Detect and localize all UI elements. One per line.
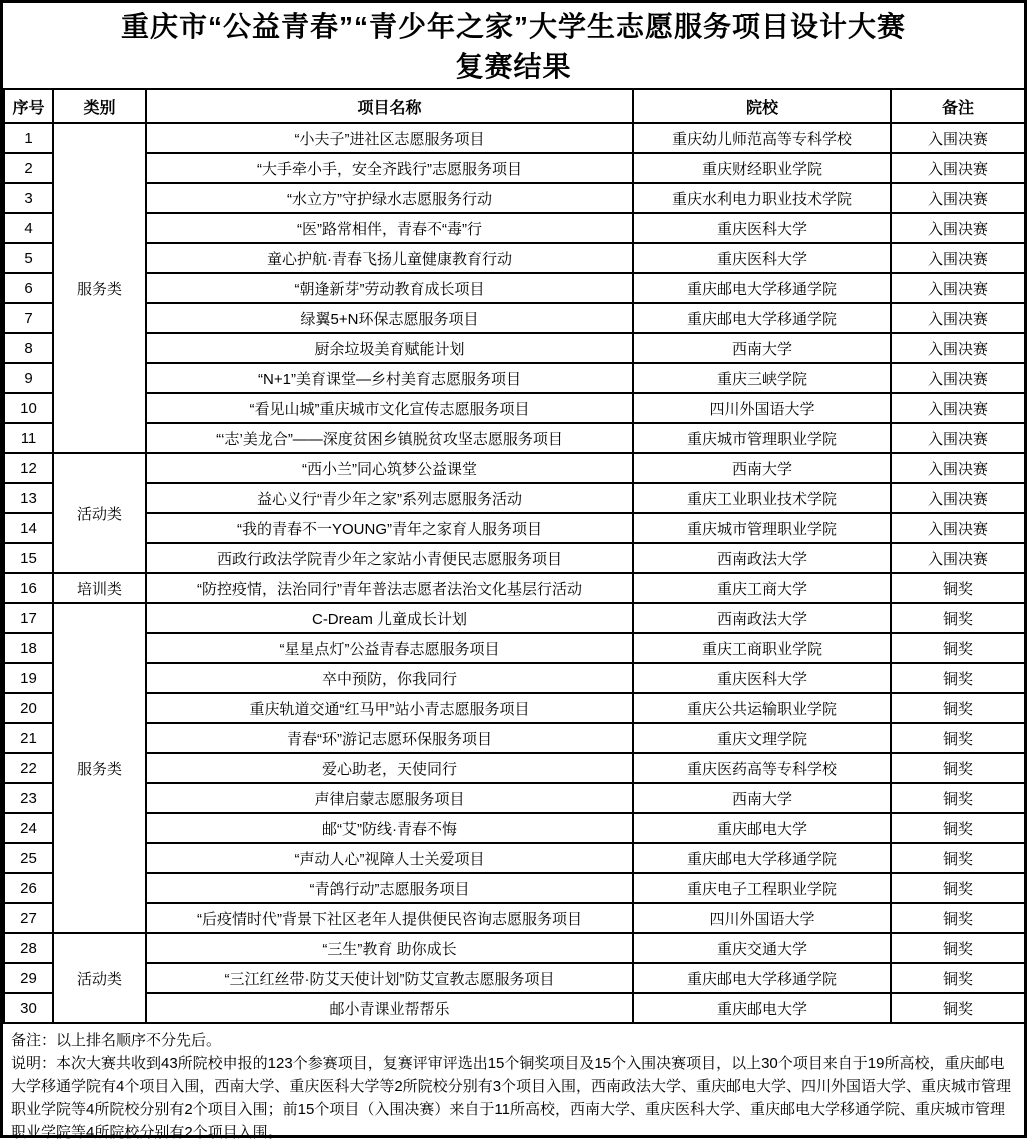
- remark-cell: 铜奖: [891, 933, 1025, 963]
- project-name-cell: “青鸽行动”志愿服务项目: [146, 873, 633, 903]
- school-cell: 重庆邮电大学: [633, 993, 891, 1023]
- school-cell: 重庆工业职业技术学院: [633, 483, 891, 513]
- table-row: [4, 993, 1025, 1023]
- table-row: [4, 723, 1025, 753]
- remark-cell: 铜奖: [891, 843, 1025, 873]
- table-row: [4, 243, 1025, 273]
- table-row: [4, 783, 1025, 813]
- table-row: [4, 603, 1025, 633]
- table-row: [4, 423, 1025, 453]
- row-no-cell: 10: [4, 393, 53, 423]
- project-name-cell: 卒中预防，你我同行: [146, 663, 633, 693]
- school-cell: 重庆邮电大学: [633, 813, 891, 843]
- school-cell: 四川外国语大学: [633, 393, 891, 423]
- remark-cell: 入围决赛: [891, 543, 1025, 573]
- row-no-cell: 23: [4, 783, 53, 813]
- school-cell: 重庆幼儿师范高等专科学校: [633, 123, 891, 153]
- row-no-cell: 18: [4, 633, 53, 663]
- table-row: [4, 363, 1025, 393]
- table-row: [4, 633, 1025, 663]
- header-remark: 备注: [891, 89, 1025, 123]
- remark-cell: 铜奖: [891, 873, 1025, 903]
- table-row: [4, 843, 1025, 873]
- remark-cell: 铜奖: [891, 573, 1025, 603]
- remark-cell: 铜奖: [891, 693, 1025, 723]
- header-category: 类别: [53, 89, 146, 123]
- remark-cell: 铜奖: [891, 963, 1025, 993]
- remark-cell: 铜奖: [891, 753, 1025, 783]
- remark-cell: 入围决赛: [891, 153, 1025, 183]
- school-cell: 西南政法大学: [633, 603, 891, 633]
- project-name-cell: 绿翼5+N环保志愿服务项目: [146, 303, 633, 333]
- row-no-cell: 22: [4, 753, 53, 783]
- remark-cell: 铜奖: [891, 783, 1025, 813]
- project-name-cell: “三江红丝带·防艾天使计划”防艾宣教志愿服务项目: [146, 963, 633, 993]
- table-row: [4, 513, 1025, 543]
- table-row: [4, 813, 1025, 843]
- school-cell: 重庆医科大学: [633, 213, 891, 243]
- row-no-cell: 28: [4, 933, 53, 963]
- remark-cell: 铜奖: [891, 603, 1025, 633]
- project-name-cell: “声动人心”视障人士关爱项目: [146, 843, 633, 873]
- category-cell: 培训类: [53, 573, 146, 603]
- remark-cell: 入围决赛: [891, 303, 1025, 333]
- remark-cell: 入围决赛: [891, 423, 1025, 453]
- school-cell: 重庆邮电大学移通学院: [633, 303, 891, 333]
- project-name-cell: “后疫情时代”背景下社区老年人提供便民咨询志愿服务项目: [146, 903, 633, 933]
- project-name-cell: 爱心助老，天使同行: [146, 753, 633, 783]
- remark-cell: 入围决赛: [891, 123, 1025, 153]
- project-name-cell: “大手牵小手，安全齐践行”志愿服务项目: [146, 153, 633, 183]
- table-row: [4, 663, 1025, 693]
- remark-cell: 铜奖: [891, 723, 1025, 753]
- school-cell: 重庆工商大学: [633, 573, 891, 603]
- school-cell: 重庆财经职业学院: [633, 153, 891, 183]
- remark-cell: 入围决赛: [891, 363, 1025, 393]
- row-no-cell: 8: [4, 333, 53, 363]
- category-cell: 服务类: [53, 123, 146, 453]
- project-name-cell: 邮小青课业帮帮乐: [146, 993, 633, 1023]
- school-cell: 重庆水利电力职业技术学院: [633, 183, 891, 213]
- school-cell: 重庆城市管理职业学院: [633, 423, 891, 453]
- category-cell: 活动类: [53, 933, 146, 1023]
- remark-cell: 铜奖: [891, 633, 1025, 663]
- row-no-cell: 27: [4, 903, 53, 933]
- row-no-cell: 30: [4, 993, 53, 1023]
- row-no-cell: 25: [4, 843, 53, 873]
- project-name-cell: “三生”教育 助你成长: [146, 933, 633, 963]
- remark-cell: 入围决赛: [891, 243, 1025, 273]
- row-no-cell: 6: [4, 273, 53, 303]
- remark-cell: 入围决赛: [891, 393, 1025, 423]
- school-cell: 重庆医科大学: [633, 663, 891, 693]
- table-row: [4, 933, 1025, 963]
- remark-cell: 铜奖: [891, 903, 1025, 933]
- header-no: 序号: [4, 89, 53, 123]
- footer-notes: [3, 1024, 1024, 1148]
- school-cell: 重庆城市管理职业学院: [633, 513, 891, 543]
- row-no-cell: 26: [4, 873, 53, 903]
- table-row: [4, 903, 1025, 933]
- school-cell: 西南政法大学: [633, 543, 891, 573]
- project-name-cell: “我的青春不一YOUNG”青年之家育人服务项目: [146, 513, 633, 543]
- table-row: [4, 543, 1025, 573]
- row-no-cell: 24: [4, 813, 53, 843]
- remark-cell: 铜奖: [891, 663, 1025, 693]
- remark-cell: 入围决赛: [891, 213, 1025, 243]
- row-no-cell: 13: [4, 483, 53, 513]
- row-no-cell: 12: [4, 453, 53, 483]
- row-no-cell: 3: [4, 183, 53, 213]
- school-cell: 重庆三峡学院: [633, 363, 891, 393]
- header-project: 项目名称: [146, 89, 633, 123]
- project-name-cell: 童心护航·青春飞扬儿童健康教育行动: [146, 243, 633, 273]
- remark-cell: 入围决赛: [891, 513, 1025, 543]
- table-row: [4, 573, 1025, 603]
- school-cell: 西南大学: [633, 453, 891, 483]
- project-name-cell: “医”路常相伴，青春不“毒”行: [146, 213, 633, 243]
- project-name-cell: C-Dream 儿童成长计划: [146, 603, 633, 633]
- school-cell: 重庆邮电大学移通学院: [633, 843, 891, 873]
- table-header-row: [4, 89, 1025, 123]
- row-no-cell: 4: [4, 213, 53, 243]
- page-title-line2: 复赛结果: [455, 50, 572, 82]
- school-cell: 重庆工商职业学院: [633, 633, 891, 663]
- project-name-cell: “看见山城”重庆城市文化宣传志愿服务项目: [146, 393, 633, 423]
- project-name-cell: “N+1”美育课堂—乡村美育志愿服务项目: [146, 363, 633, 393]
- row-no-cell: 14: [4, 513, 53, 543]
- category-cell: 活动类: [53, 453, 146, 573]
- row-no-cell: 1: [4, 123, 53, 153]
- school-cell: 重庆医药高等专科学校: [633, 753, 891, 783]
- note-remark-line: 备注：以上排名顺序不分先后。: [11, 1032, 222, 1049]
- project-name-cell: 邮“艾”防线·青春不悔: [146, 813, 633, 843]
- school-cell: 西南大学: [633, 333, 891, 363]
- project-name-cell: 重庆轨道交通“红马甲”站小青志愿服务项目: [146, 693, 633, 723]
- school-cell: 西南大学: [633, 783, 891, 813]
- project-name-cell: “小夫子”进社区志愿服务项目: [146, 123, 633, 153]
- school-cell: 重庆公共运输职业学院: [633, 693, 891, 723]
- school-cell: 重庆邮电大学移通学院: [633, 273, 891, 303]
- school-cell: 重庆邮电大学移通学院: [633, 963, 891, 993]
- page-title-line1: 重庆市“公益青春”“青少年之家”大学生志愿服务项目设计大赛: [120, 10, 906, 42]
- project-name-cell: 西政行政法学院青少年之家站小青便民志愿服务项目: [146, 543, 633, 573]
- table-row: [4, 123, 1025, 153]
- remark-cell: 入围决赛: [891, 333, 1025, 363]
- table-row: [4, 153, 1025, 183]
- remark-cell: 入围决赛: [891, 183, 1025, 213]
- row-no-cell: 20: [4, 693, 53, 723]
- table-row: [4, 333, 1025, 363]
- header-school: 院校: [633, 89, 891, 123]
- table-row: [4, 963, 1025, 993]
- row-no-cell: 17: [4, 603, 53, 633]
- remark-cell: 入围决赛: [891, 483, 1025, 513]
- project-name-cell: “防控疫情，法治同行”青年普法志愿者法治文化基层行活动: [146, 573, 633, 603]
- project-name-cell: “朝逢新芽”劳动教育成长项目: [146, 273, 633, 303]
- project-name-cell: 益心义行“青少年之家”系列志愿服务活动: [146, 483, 633, 513]
- row-no-cell: 11: [4, 423, 53, 453]
- row-no-cell: 9: [4, 363, 53, 393]
- row-no-cell: 19: [4, 663, 53, 693]
- project-name-cell: “星星点灯”公益青春志愿服务项目: [146, 633, 633, 663]
- note-explanation-line: 说明：本次大赛共收到43所院校申报的123个参赛项目，复赛评审评选出15个铜奖项目及15个入围决赛项目，以上30个项目来自于19所高校，重庆邮电大学移通学院有4个项目入围，西南大学、重庆医科大学等2所院校分别有3个项目入围，西南政法大学、重庆邮电大学、四川外国语大学、重庆城市管理职业学院等4所院校分别有2个项目入围；前15个项目（入围决赛）来自于11所高校，西南大学、重庆医科大学、重庆邮电大学移通学院、重庆城市管理职业学院等4所院校分别有2个项目入围。: [11, 1055, 1012, 1141]
- school-cell: 四川外国语大学: [633, 903, 891, 933]
- school-cell: 重庆交通大学: [633, 933, 891, 963]
- table-row: [4, 693, 1025, 723]
- school-cell: 重庆电子工程职业学院: [633, 873, 891, 903]
- project-name-cell: “水立方”守护绿水志愿服务行动: [146, 183, 633, 213]
- project-name-cell: “‘志’美龙合”——深度贫困乡镇脱贫攻坚志愿服务项目: [146, 423, 633, 453]
- table-row: [4, 273, 1025, 303]
- remark-cell: 入围决赛: [891, 453, 1025, 483]
- row-no-cell: 21: [4, 723, 53, 753]
- results-table-body: [4, 123, 1025, 1023]
- results-table: [3, 88, 1026, 1024]
- table-row: [4, 873, 1025, 903]
- table-row: [4, 183, 1025, 213]
- row-no-cell: 5: [4, 243, 53, 273]
- remark-cell: 入围决赛: [891, 273, 1025, 303]
- project-name-cell: 声律启蒙志愿服务项目: [146, 783, 633, 813]
- table-row: [4, 753, 1025, 783]
- table-row: [4, 393, 1025, 423]
- row-no-cell: 29: [4, 963, 53, 993]
- page-title: [3, 3, 1024, 88]
- remark-cell: 铜奖: [891, 813, 1025, 843]
- table-row: [4, 453, 1025, 483]
- row-no-cell: 16: [4, 573, 53, 603]
- table-row: [4, 483, 1025, 513]
- project-name-cell: 青春“环”游记志愿环保服务项目: [146, 723, 633, 753]
- category-cell: 服务类: [53, 603, 146, 933]
- row-no-cell: 7: [4, 303, 53, 333]
- table-row: [4, 213, 1025, 243]
- remark-cell: 铜奖: [891, 993, 1025, 1023]
- table-row: [4, 303, 1025, 333]
- project-name-cell: “西小兰”同心筑梦公益课堂: [146, 453, 633, 483]
- school-cell: 重庆文理学院: [633, 723, 891, 753]
- school-cell: 重庆医科大学: [633, 243, 891, 273]
- project-name-cell: 厨余垃圾美育赋能计划: [146, 333, 633, 363]
- row-no-cell: 2: [4, 153, 53, 183]
- row-no-cell: 15: [4, 543, 53, 573]
